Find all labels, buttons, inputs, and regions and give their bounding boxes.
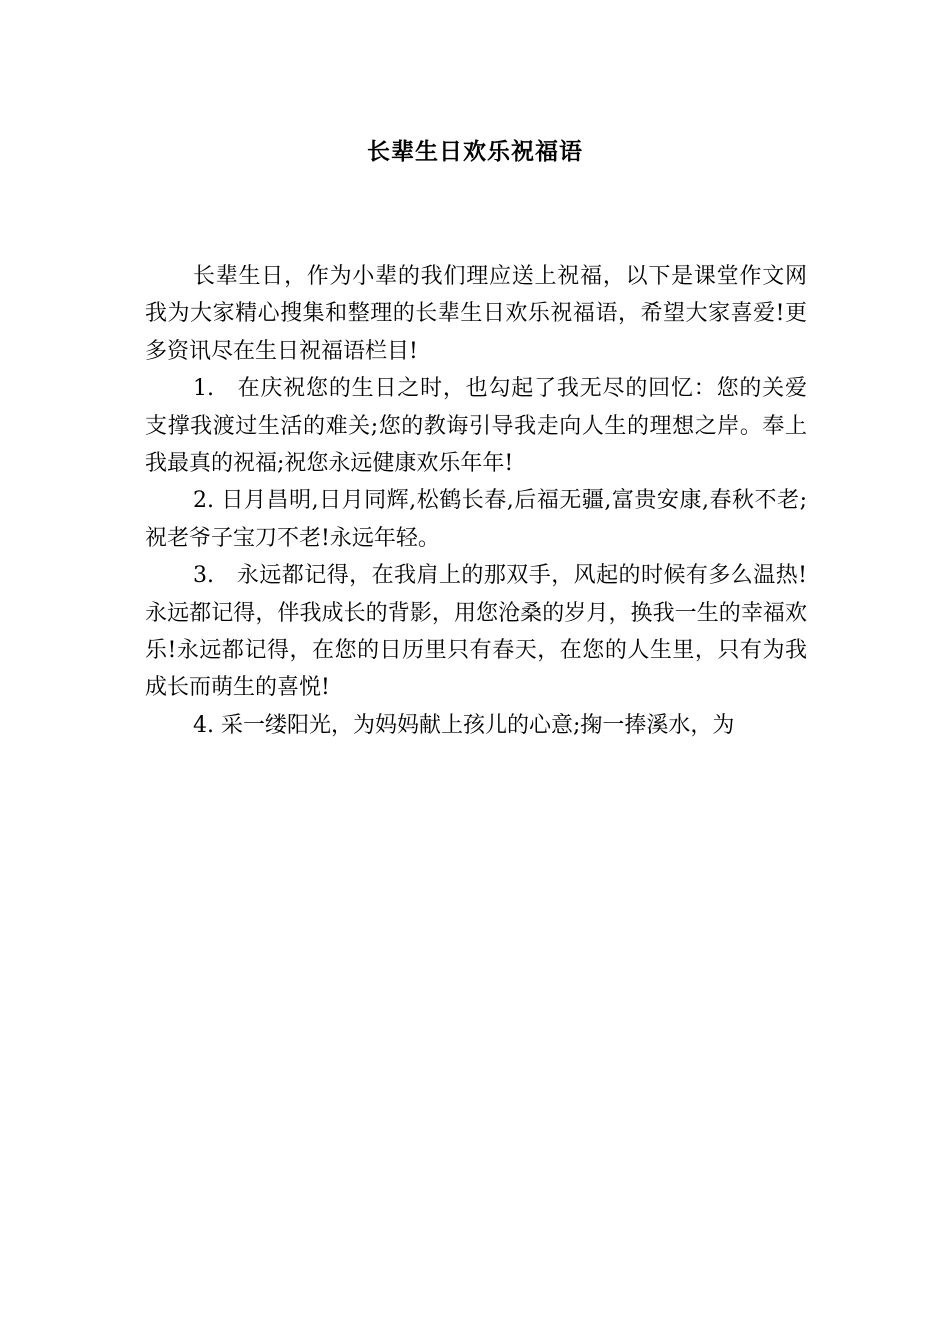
page-title: 长辈生日欢乐祝福语 <box>367 138 583 165</box>
document-body <box>145 258 807 744</box>
paragraph-item-1: 1. 在庆祝您的生日之时，也勾起了我无尽的回忆：您的关爱支撑我渡过生活的难关;您的教诲引导我走向人生的理想之岸。奉上我最真的祝福;祝您永远健康欢乐年年! <box>145 376 807 477</box>
paragraph-item-2: 2. 日月昌明,日月同辉,松鹤长春,后福无疆,富贵安康,春秋不老;祝老爷子宝刀不老!永远年轻。 <box>145 488 807 551</box>
paragraph-item-4: 4. 采一缕阳光，为妈妈献上孩儿的心意;掬一捧溪水，为 <box>193 712 735 738</box>
intro-paragraph: 长辈生日，作为小辈的我们理应送上祝福，以下是课堂作文网我为大家精心搜集和整理的长辈生日欢乐祝福语，希望大家喜爱!更多资讯尽在生日祝福语栏目! <box>145 264 807 364</box>
paragraph-item-3: 3. 永远都记得，在我肩上的那双手，风起的时候有多么温热!永远都记得，伴我成长的背影，用您沧桑的岁月，换我一生的幸福欢乐!永远都记得，在您的日历里只有春天，在您的人生里，只有为我成长而萌生的喜悦! <box>145 563 807 701</box>
